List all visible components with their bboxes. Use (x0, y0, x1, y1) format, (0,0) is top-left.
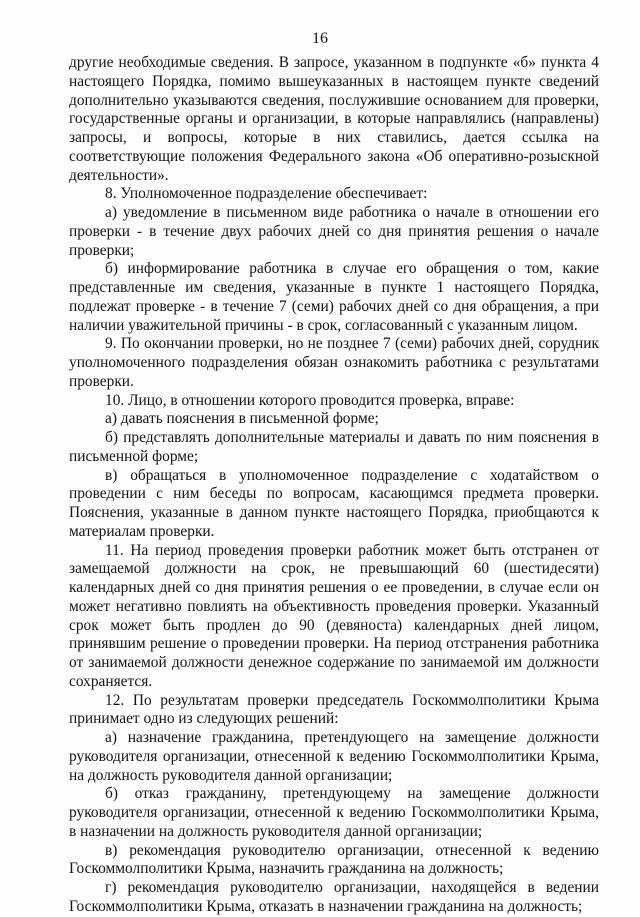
paragraph: 10. Лицо, в отношении которого проводится проверка, вправе: (105, 391, 515, 409)
document-body (69, 54, 599, 917)
paragraph: 8. Уполномоченное подразделение обеспечивает: (105, 185, 428, 203)
paragraph: г) рекомендация руководителю организации, находящейся в ведении Госкоммолполитики Крыма, отказать в назначении гражданина на должность; (69, 879, 599, 915)
paragraph: 12. По результатам проверки председатель Госкоммолполитики Крыма принимает одно из следующих решений: (69, 691, 599, 728)
paragraph: а) назначение гражданина, претендующего на замещение должности руководителя организации, отнесенной к ведению Госкоммолполитики Крыма, на должность руководителя данной организации; (69, 729, 599, 784)
paragraph: другие необходимые сведения. В запросе, указанном в подпункте «б» пункта 4 настоящего Порядка, помимо вышеуказанных в настоящем пункте сведений дополнительно указываются сведения, послужившие основанием для проверки, государственные органы и организации, в которые направлялись (направлены) запросы, и вопросы, которые в них ставились, дается ссылка на соответствующие положения Федерального закона «Об оперативно-розыскной деятельности». (69, 54, 599, 184)
paragraph: а) давать пояснения в письменной форме; (105, 410, 379, 428)
paragraph: а) уведомление в письменном виде работника о начале в отношении его проверки - в течение двух рабочих дней со дня принятия решения о начале проверки; (69, 204, 599, 259)
paragraph: в) рекомендация руководителю организации, отнесенной к ведению Госкоммолполитики Крыма, назначить гражданина на должность; (69, 841, 599, 878)
paragraph: б) отказ гражданину, претендующему на замещение должности руководителя организации, отнесенной к ведению Госкоммолполитики Крыма, в назначении на должность руководителя данной организации; (69, 785, 599, 840)
paragraph: в) обращаться в уполномоченное подразделение с ходатайством о проведении с ним беседы по вопросам, касающимся предмета проверки. Пояснения, указанные в данном пункте настоящего Порядка, приобщаются к материалам проверки. (69, 466, 599, 540)
paragraph: 9. По окончании проверки, но не позднее 7 (семи) рабочих дней, сорудник уполномоченного подразделения обязан ознакомить работника с результатами проверки. (69, 335, 599, 390)
paragraph: 11. На период проведения проверки работник может быть отстранен от замещаемой должности на срок, не превышающий 60 (шестидесяти) календарных дней со дня принятия решения о ее проведении, в случае если он может негативно повлиять на объективность проведения проверки. Указанный срок может быть продлен до 90 (девяноста) календарных дней лицом, принявшим решение о проведении проверки. На период отстранения работника от занимаемой должности денежное содержание по занимаемой им должности сохраняется. (69, 541, 599, 690)
paragraph: б) информирование работника в случае его обращения о том, какие представленные им сведения, указанные в пункте 1 настоящего Порядка, подлежат проверке - в течение 7 (семи) рабочих дней со дня обращения, а при наличии уважительной причины - в срок, согласованный с указанным лицом. (69, 260, 599, 334)
page-number: 16 (312, 30, 328, 47)
paragraph: б) представлять дополнительные материалы и давать по ним пояснения в письменной форме; (69, 429, 599, 465)
